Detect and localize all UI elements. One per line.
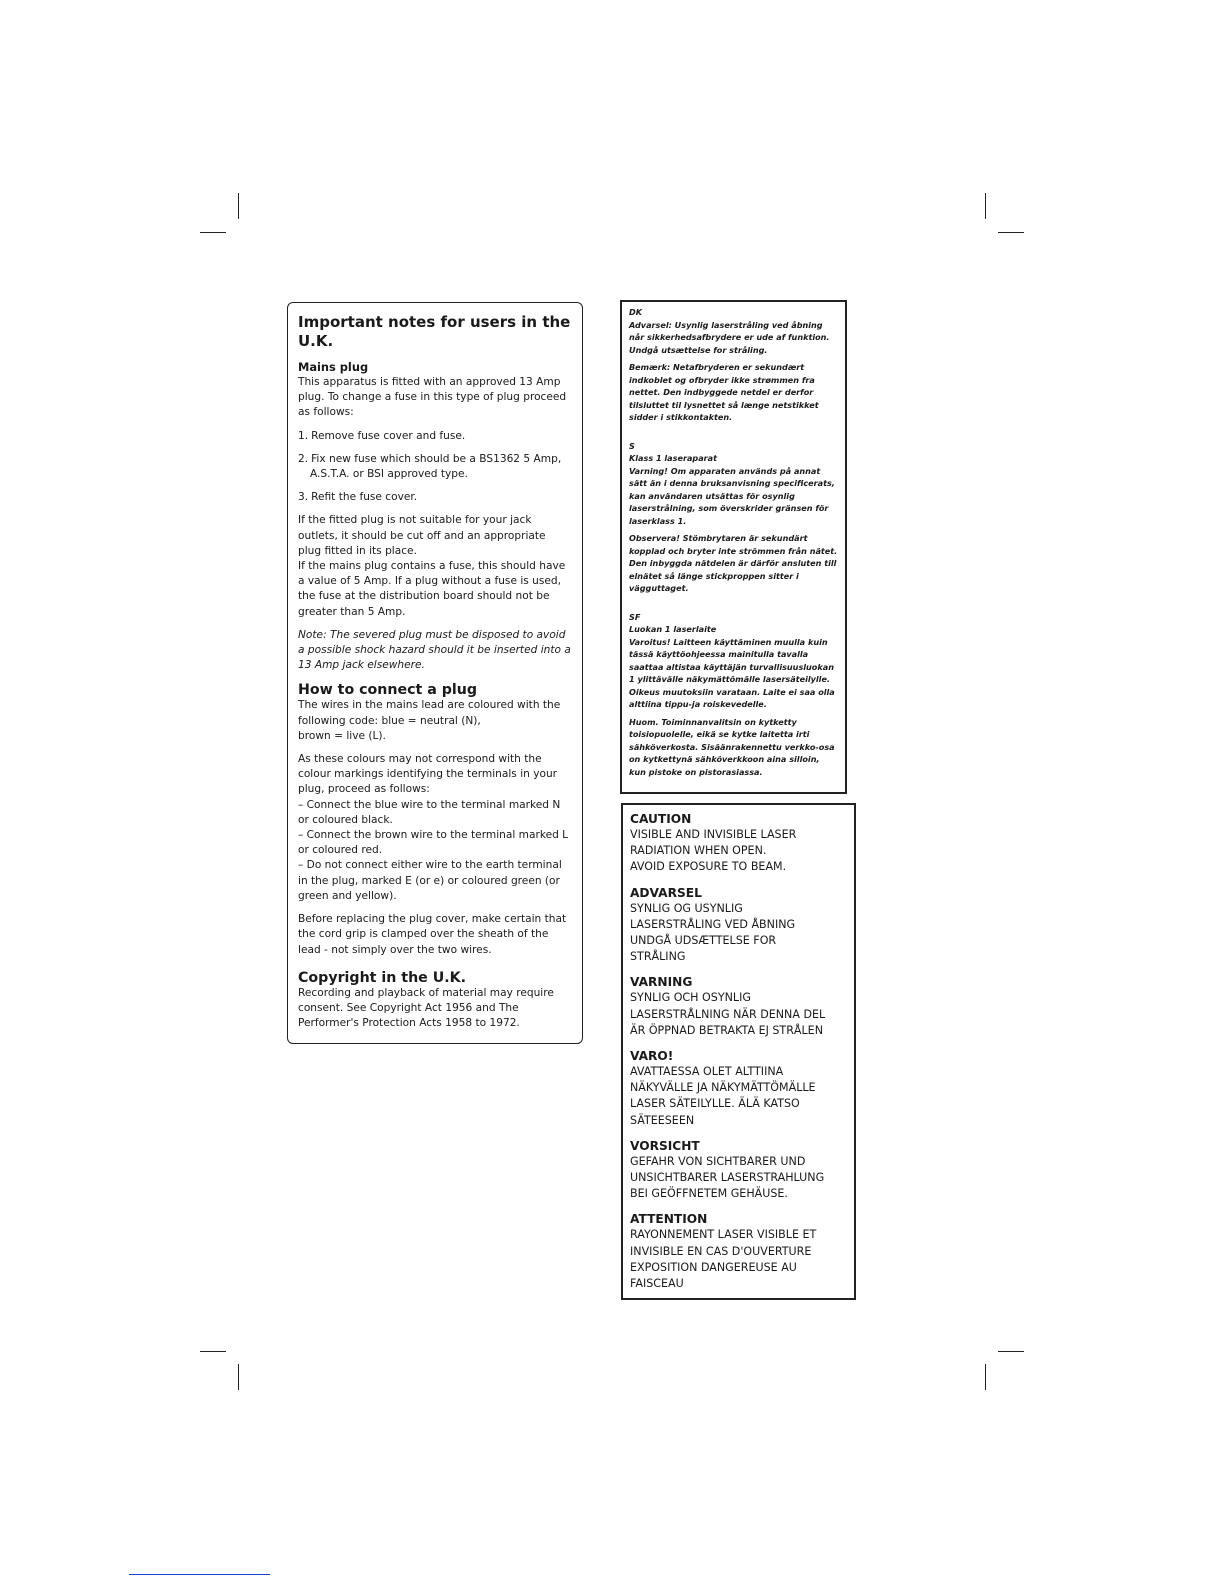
crop-mark-bottom-left-vertical [238,1364,239,1390]
caution-body: SYNLIG OG USYNLIG LASERSTRÅLING VED ÅBNING UNDGÅ UDSÆTTELSE FOR STRÅLING [630,901,796,964]
caution-block-de [630,1138,848,1203]
copyright-text: Recording and playback of material may require consent. See Copyright Act 1956 and The Performer's Protection Acts 1958 to 1972. [298,986,554,1030]
caution-body: GEFAHR VON SICHTBARER UND UNSICHTBARER LASERSTRAHLUNG BEI GEÖFFNETEM GEHÄUSE. [630,1154,825,1201]
uk-notes-title: Important notes for users in the U.K. [298,313,571,350]
copyright-heading: Copyright in the U.K. [298,969,467,986]
caution-heading: VORSICHT [630,1138,700,1153]
uk-notes-box [287,302,583,1044]
caution-heading: VARNING [630,975,693,990]
crop-mark-top-right-vertical [985,193,986,219]
caution-body: RAYONNEMENT LASER VISIBLE ET INVISIBLE EN CAS D'OUVERTURE EXPOSITION DANGEREUSE AU FAISCEAU [630,1228,817,1291]
bottom-underline-link[interactable] [129,1574,270,1575]
laser-caution-box [621,803,856,1300]
dk-warning: Advarsel: Usynlig laserstråling ved åbning når sikkerhedsafbrydere er ude af funktion. Undgå utsættelse for stråling. [629,319,830,355]
s-title: Klass 1 laseraparat [629,453,717,463]
fuse-step-text: Fix new fuse which should be a BS1362 5 Amp, A.S.T.A. or BSI approved type. [310,452,562,481]
fuse-step-number: 1. [298,429,309,442]
caution-body: SYNLIG OCH OSYNLIG LASERSTRÅLNING NÄR DENNA DEL ÄR ÖPPNAD BETRAKTA EJ STRÅLEN [630,991,826,1037]
plug-replacement-paragraph: If the fitted plug is not suitable for your jack outlets, it should be cut off and an appropriate plug fitted in its place. [298,514,546,557]
caution-block-fr [630,1211,848,1292]
caution-block-dk [630,885,848,966]
caution-heading: ADVARSEL [630,885,702,900]
crop-mark-bottom-right-horizontal [998,1351,1024,1352]
mains-plug-intro: This apparatus is fitted with an approved 13 Amp plug. To change a fuse in this type of plug proceed as follows: [298,376,567,419]
wire-instruction: – Do not connect either wire to the earth terminal in the plug, marked E (or e) or coloured green (or green and yellow). [298,859,562,902]
sf-warning: Varoitus! Laitteen käyttäminen muulla kuin tässä käyttöohjeessa mainitulla tavalla saattaa altistaa käyttäjän turvallisuusluokan 1 ylittävälle näkymättömälle lasersäteilylle. Oikeus muutoksiin varataan. Laite ei saa olla alttiina tippu-ja roiskevedelle. [629,636,835,709]
crop-mark-bottom-right-vertical [985,1364,986,1390]
fuse-step-text: Refit the fuse cover. [311,491,418,504]
caution-block-se [630,974,848,1039]
s-warning: Varning! Om apparaten används på annat sätt än i denna bruksanvisning specificerats, kan användaren utsättas för osynlig laserstrålning, som överskrider gränsen för laserklass 1. [629,465,835,526]
wire-instruction: – Connect the brown wire to the terminal marked L or coloured red. [298,829,569,857]
nordic-laser-warning-box [620,300,847,794]
caution-block-fi [630,1048,848,1129]
spacer [629,600,839,611]
caution-heading: ATTENTION [630,1212,708,1227]
fuse-value-paragraph: If the mains plug contains a fuse, this should have a value of 5 Amp. If a plug without a fuse is used, the fuse at the distribution board should not be greater than 5 Amp. [298,560,566,618]
mains-plug-heading: Mains plug [298,360,369,374]
spacer [629,429,839,440]
caution-block-en [630,811,848,876]
connect-plug-heading: How to connect a plug [298,682,478,699]
s-note: Observera! Stömbrytaren är sekundärt kopplad och bryter inte strömmen från nätet. Den inbyggda nätdelen är därför ansluten till elnätet så länge stickproppen sitter i vägguttaget. [629,533,838,593]
fuse-step-number: 2. [298,452,309,465]
terminal-markings-paragraph: As these colours may not correspond with the colour markings identifying the terminals in your plug, proceed as follows: [298,753,558,796]
sf-code: SF [629,611,641,622]
crop-mark-bottom-left-horizontal [200,1351,226,1352]
caution-body: AVATTAESSA OLET ALTTIINA NÄKYVÄLLE JA NÄKYMÄTTÖMÄLLE LASER SÄTEILYLLE. ÄLÄ KATSO SÄTEESEEN [630,1065,816,1127]
crop-mark-top-left-horizontal [200,232,226,233]
caution-body: VISIBLE AND INVISIBLE LASER RADIATION WHEN OPEN. AVOID EXPOSURE TO BEAM. [630,828,797,874]
sf-note: Huom. Toiminnanvalitsin on kytketty toisiopuolelle, eikä se kytke laitetta irti sähköverkosta. Sisäänrakennettu verkko-osa on kytkettynä sähköverkkoon aina silloin, kun pistoke on pistorasiassa. [629,716,835,777]
fuse-step [298,490,572,505]
sf-title: Luokan 1 laserlaite [629,624,717,634]
caution-heading: VARO! [630,1049,674,1064]
fuse-step [298,452,572,482]
dk-code: DK [629,307,642,317]
fuse-step-number: 3. [298,491,309,504]
cord-grip-paragraph: Before replacing the plug cover, make certain that the cord grip is clamped over the sheath of the lead - not simply over the two wires. [298,913,567,956]
fuse-step-text: Remove fuse cover and fuse. [311,429,466,442]
wire-colour-live: brown = live (L). [298,729,386,742]
severed-plug-note: Note: The severed plug must be disposed to avoid a possible shock hazard should it be inserted into a 13 Amp jack elsewhere. [298,628,571,672]
fuse-step [298,429,572,444]
wire-colour-intro: The wires in the mains lead are coloured with the following code: blue = neutral (N), [298,699,561,727]
s-code: S [629,440,635,451]
wire-instruction: – Connect the blue wire to the terminal marked N or coloured black. [298,798,561,826]
crop-mark-top-right-horizontal [998,232,1024,233]
caution-heading: CAUTION [630,812,692,826]
crop-mark-top-left-vertical [238,193,239,219]
dk-note: Bemærk: Netafbryderen er sekundært indkoblet og ofbryder ikke strømmen fra nettet. Den indbyggede netdel er derfor tilsluttet til lysnettet så længe netstikket sidder i stikkontakten. [629,362,819,422]
